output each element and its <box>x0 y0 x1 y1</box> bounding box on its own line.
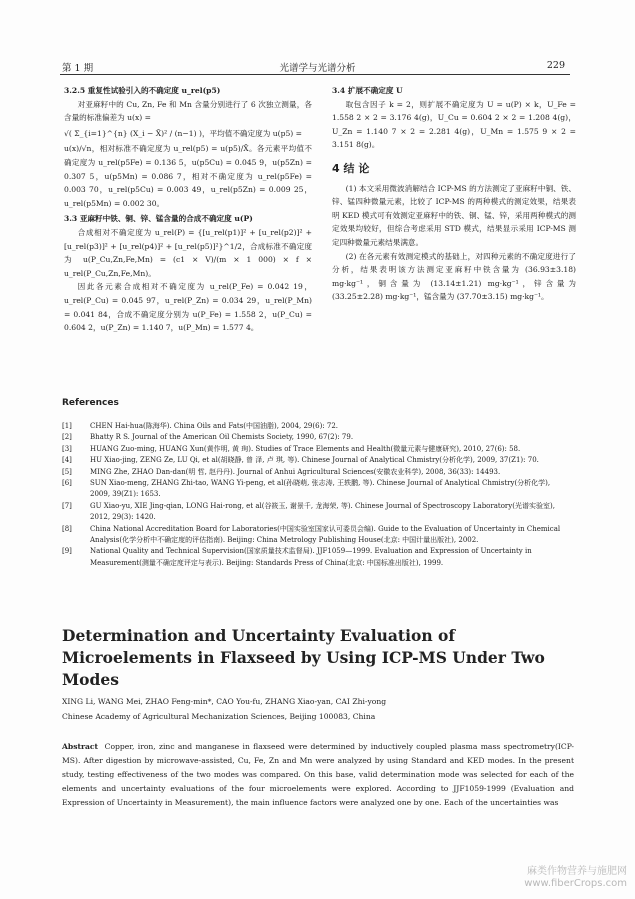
section-3-2-5-paragraph-2: u(x)/√n，相对标准不确定度为 u_rel(p5) = u(p5)/X̄。各元素平均值不确定度为 u_rel(p5Fe) = 0.136 5，u(p5Cu) = 0.045 9，u(p5Zn) = 0.307 5，u(p5Mn) = 0.086 7，相对不确定度为 u_rel(p5Fe) = 0.003 70，u_rel(p5Cu) = 0.003 49，u_rel(p5Zn) = 0.009 25，u_rel(p5Mn) = 0.002 30。 <box>64 144 312 208</box>
section-3-4-title: 3.4 扩展不确定度 U <box>332 86 403 95</box>
watermark-site-name: 麻类作物营养与施肥网 <box>527 866 627 877</box>
references-list <box>62 421 572 569</box>
section-3-2-5-paragraph-1: 对亚麻籽中的 Cu, Zn, Fe 和 Mn 含量分别进行了 6 次独立测量，各含量的标准偏差为 u(x) = <box>64 99 312 123</box>
section-3-3-title: 3.3 亚麻籽中铁、铜、锌、锰含量的合成不确定度 u(P) <box>64 214 253 224</box>
reference-item: [6] SUN Xiao-meng, ZHANG Zhi-tao, WANG Yi-peng, et al(孙晓萌, 张志涛, 王轶鹏, 等). Chinese Journal of Analytical Chmistry(分析化学), 2009, 39(Z1): 1653. <box>62 479 551 499</box>
conclusion-paragraph-2: (2) 在各元素有效测定模式的基础上，对四种元素的不确定度进行了分析，结果表明该方法测定亚麻籽中铁含量为 (36.93±3.18) mg·kg⁻¹，铜含量为 (13.14±1.21) mg·kg⁻¹，锌含量为 (33.25±2.28) mg·kg⁻¹，锰含量为 (37.70±3.15) mg·kg⁻¹。 <box>332 251 576 302</box>
reference-item: [2] Bhatty R S. Journal of the American Oil Chemists Society, 1990, 67(2): 79. <box>62 433 354 442</box>
affiliation: Chinese Academy of Agricultural Mechanization Sciences, Beijing 100083, China <box>62 712 376 721</box>
reference-item: [9] National Quality and Technical Supervision(国家质量技术监督局). JJF1059—1999. Evaluation and Expression of Uncertainty in Measurement(测量不确定度评定与表示). Beijing: Standards Press of China(北京: 中国标准出版社), 1999. <box>62 547 532 567</box>
std-deviation-formula: √( Σ_{i=1}^{n} (X_i − X̄)² / (n−1) )，平均值不确定度为 u(p5) = <box>64 128 303 138</box>
header-rule <box>60 74 570 75</box>
left-column <box>64 84 312 335</box>
conclusion-paragraph-1: (1) 本文采用微波消解结合 ICP-MS 的方法测定了亚麻籽中铜、铁、锌、锰四种微量元素，比较了 ICP-MS 的两种模式的测定效果，结果表明 KED 模式可有效测定亚麻籽中的铁、铜、锰、锌，采用两种模式的测定效果均较好，但综合考虑采用 STD 模式，结果显示采用 ICP-MS 测定四种微量元素结果满意。 <box>332 183 576 247</box>
references-heading: References <box>62 398 119 408</box>
reference-item: [7] GU Xiao-yu, XIE Jing-qian, LONG Hai-rong, et al(谷筱玉, 谢景千, 龙海荣, 等). Chinese Journal of Spectroscopy Laboratory(光谱实验室), 2012, 29(3): 1420. <box>62 501 555 522</box>
section-3-3-paragraph-2: 因此各元素合成相对不确定度为 u_rel(P_Fe) = 0.042 19，u_rel(P_Cu) = 0.045 97，u_rel(P_Zn) = 0.034 29，u_rel(P_Mn) = 0.041 84，合成不确定度分别为 u(P_Fe) = 1.558 2，u(P_Cu) = 0.604 2，u(P_Zn) = 1.140 7，u(P_Mn) = 1.577 4。 <box>64 282 312 333</box>
abstract-label: Abstract <box>62 742 99 751</box>
abstract-text: Copper, iron, zinc and manganese in flaxseed were determined by inductively coupled plasma mass spectrometry(ICP-MS). After digestion by microwave-assisted, Cu, Fe, Zn and Mn were analyzed by using Standard and KED modes. In the present study, testing effectiveness of the two modes was compared. On this base, valid determination mode was selected for each of the elements and uncertainty evaluations of the four microelements were explored. According to JJF1059-1999 (Evaluation and Expression of Uncertainty in Measurement), the main influence factors were analyzed one by one. Each of the uncertainties was <box>62 742 574 807</box>
journal-name: 光谱学与光谱分析 <box>279 63 356 74</box>
reference-item: [3] HUANG Zuo-ming, HUANG Xun(黄作明, 黄 珣). Studies of Trace Elements and Health(微量元素与健康研究), 2010, 27(6): 58. <box>62 444 521 453</box>
right-column <box>332 84 576 304</box>
section-3-4-paragraph: 取包含因子 k = 2，则扩展不确定度为 U = u(P) × k，U_Fe = 1.558 2 × 2 = 3.176 4(g)，U_Cu = 0.604 2 × 2 = 1.208 4(g)，U_Zn = 1.140 7 × 2 = 2.281 4(g)，U_Mn = 1.575 9 × 2 = 3.151 8(g)。 <box>332 99 576 150</box>
reference-item: [8] China National Accreditation Board for Laboratories(中国实验室国家认可委员会编). Guide to the Evaluation of Uncertainty in Chemical Analysis(化学分析中不确定度的评估指南). Beijing: China Metrology Publishing House(北京: 中国计量出版社), 2002. <box>62 524 561 545</box>
watermark-url: www.fiberCrops.com <box>524 878 627 889</box>
english-abstract <box>62 740 574 810</box>
reference-item: [5] MING Zhe, ZHAO Dan-dan(明 哲, 赵丹丹). Journal of Anhui Agricultural Sciences(安徽农业科学), 2008, 36(33): 14493. <box>62 467 501 476</box>
reference-item: [1] CHEN Hai-hua(陈海华). China Oils and Fats(中国油脂), 2004, 29(6): 72. <box>62 422 339 430</box>
section-3-2-5-title: 3.2.5 重复性试验引入的不确定度 u_rel(p5) <box>64 86 221 95</box>
section-4-title: 4 结 论 <box>332 161 370 175</box>
issue-number: 第 1 期 <box>62 63 94 74</box>
author-list: XING Li, WANG Mei, ZHAO Feng-min*, CAO You-fu, ZHANG Xiao-yan, CAI Zhi-yong <box>62 697 387 706</box>
section-3-3-paragraph-1: 合成相对不确定度为 u_rel(P) = {[u_rel(p1)]² + [u_rel(p2)]² + [u_rel(p3)]² + [u_rel(p4)]² + [u_rel(p5)]²}^1/2，合成标准不确定度为 u(P_Cu,Zn,Fe,Mn) = (c1 × V)/(m × 1 000) × f × u_rel(P_Cu,Zn,Fe,Mn)。 <box>64 227 312 278</box>
reference-item: [4] HU Xiao-jing, ZENG Ze, LU Qi, et al(胡晓静, 曾 泽, 卢 琪, 等). Chinese Journal of Analytical Chmistry(分析化学), 2009, 37(Z1): 70. <box>62 456 539 465</box>
english-title: Determination and Uncertainty Evaluation of Microelements in Flaxseed by Using ICP-MS Under Two Modes <box>62 626 545 689</box>
watermark <box>524 866 627 890</box>
page-number: 229 <box>546 60 565 71</box>
